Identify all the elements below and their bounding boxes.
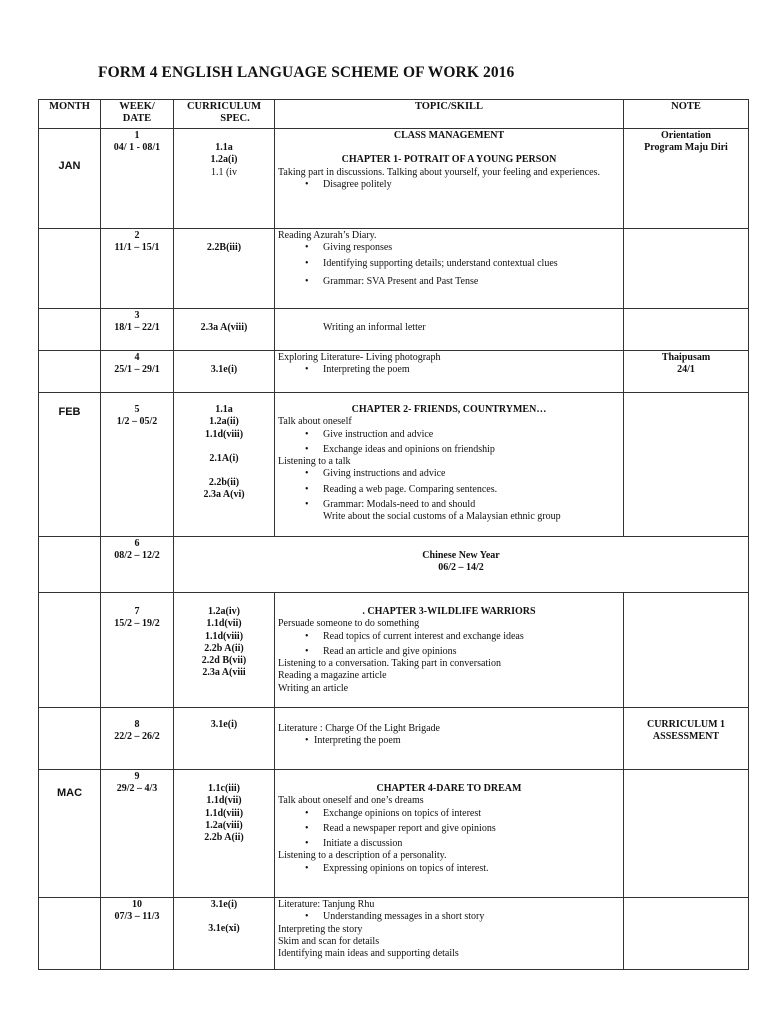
- topic-cell: Exploring Literature- Living photograph • Interpreting the poem: [275, 351, 624, 393]
- note-cell: [624, 229, 749, 309]
- bullet-item: • Read an article and give opinions: [278, 646, 620, 658]
- bullet-item: • Giving instructions and advice: [278, 468, 620, 480]
- header-topic-skill: TOPIC/SKILL: [275, 100, 624, 129]
- header-week-date: WEEK/ DATE: [101, 100, 174, 129]
- topic-cell: CHAPTER 2- FRIENDS, COUNTRYMEN… Talk about oneself • Give instruction and advice • Exchange ideas and opinions on friendship Listening to a talk • Giving instructions and advice • Reading a web page. Comparing sentences. • Grammar: Modals-need to and should Write about the social customs of a Malaysian ethnic group: [275, 393, 624, 537]
- month-feb: FEB: [39, 393, 101, 537]
- header-month: MONTH: [39, 100, 101, 129]
- topic-cell: Reading Azurah’s Diary. • Giving responses • Identifying supporting details; understand contextual clues • Grammar: SVA Present and Past Tense: [275, 229, 624, 309]
- note-cell: Orientation Program Maju Diri: [624, 129, 749, 229]
- curriculum-spec-cell: 1.2a(iv) 1.1d(vii) 1.1d(viii) 2.2b A(ii) 2.2d B(vii) 2.3a A(viii: [174, 593, 275, 708]
- header-curriculum-spec: CURRICULUM SPEC.: [174, 100, 275, 129]
- header-note: NOTE: [624, 100, 749, 129]
- month-cell-blank: [39, 708, 101, 770]
- bullet-item: • Reading a web page. Comparing sentences.: [278, 484, 620, 496]
- table-row-week-6: [39, 537, 749, 593]
- curriculum-spec-cell: 3.1e(i): [174, 708, 275, 770]
- table-row-week-4: [39, 351, 749, 393]
- bullet-item: • Understanding messages in a short story: [278, 911, 620, 923]
- week-date-cell: 7 15/2 – 19/2: [101, 593, 174, 708]
- bullet-item: • Interpreting the poem: [278, 735, 620, 747]
- note-cell: [624, 593, 749, 708]
- table-row-week-3: [39, 309, 749, 351]
- table-row-week-7: [39, 593, 749, 708]
- month-jan: JAN: [39, 129, 101, 229]
- week-date-cell: 2 11/1 – 15/1: [101, 229, 174, 309]
- curriculum-spec-cell: 1.1a 1.2a(ii) 1.1d(viii) 2.1A(i) 2.2b(ii) 2.3a A(vi): [174, 393, 275, 537]
- bullet-item: • Exchange opinions on topics of interest: [278, 808, 620, 820]
- week-date-cell: 6 08/2 – 12/2: [101, 537, 174, 593]
- curriculum-spec-cell: 2.2B(iii): [174, 229, 275, 309]
- curriculum-spec-cell: 3.1e(i): [174, 351, 275, 393]
- month-mac: MAC: [39, 770, 101, 898]
- note-cell: Thaipusam 24/1: [624, 351, 749, 393]
- bullet-item: • Read topics of current interest and exchange ideas: [278, 631, 620, 643]
- table-row-week-10: [39, 898, 749, 970]
- bullet-item: • Exchange ideas and opinions on friendship: [278, 444, 620, 456]
- curriculum-spec-cell: 2.3a A(viii): [174, 309, 275, 351]
- week-date-cell: 3 18/1 – 22/1: [101, 309, 174, 351]
- curriculum-spec-cell: 1.1c(iii) 1.1d(vii) 1.1d(viii) 1.2a(viii) 2.2b A(ii): [174, 770, 275, 898]
- bullet-item: • Disagree politely: [278, 179, 620, 191]
- bullet-item: • Initiate a discussion: [278, 838, 620, 850]
- month-cell-blank: [39, 537, 101, 593]
- week-date-cell: 1 04/ 1 - 08/1: [101, 129, 174, 229]
- month-cell-blank: [39, 593, 101, 708]
- table-row-week-9: [39, 770, 749, 898]
- curriculum-spec-cell: 1.1a 1.2a(i) 1.1 (iv: [174, 129, 275, 229]
- topic-cell: Literature : Charge Of the Light Brigade • Interpreting the poem: [275, 708, 624, 770]
- curriculum-spec-cell: 3.1e(i) 3.1e(xi): [174, 898, 275, 970]
- week-date-cell: 8 22/2 – 26/2: [101, 708, 174, 770]
- scheme-of-work-table: [38, 99, 749, 970]
- month-cell-blank: [39, 229, 101, 309]
- week-date-cell: 4 25/1 – 29/1: [101, 351, 174, 393]
- week-date-cell: 9 29/2 – 4/3: [101, 770, 174, 898]
- holiday-cell: Chinese New Year 06/2 – 14/2: [174, 537, 749, 593]
- bullet-item: • Read a newspaper report and give opinions: [278, 823, 620, 835]
- topic-cell: Literature: Tanjung Rhu • Understanding messages in a short story Interpreting the story Skim and scan for details Identifying main ideas and supporting details: [275, 898, 624, 970]
- table-row-week-1: [39, 129, 749, 229]
- bullet-item: • Grammar: Modals-need to and should: [278, 499, 620, 511]
- note-cell: [624, 309, 749, 351]
- table-row-week-8: [39, 708, 749, 770]
- table-header-row: [39, 100, 749, 129]
- topic-cell: CHAPTER 4-DARE TO DREAM Talk about oneself and one’s dreams • Exchange opinions on topics of interest • Read a newspaper report and give opinions • Initiate a discussion Listening to a description of a personality. • Expressing opinions on topics of interest.: [275, 770, 624, 898]
- bullet-item: • Give instruction and advice: [278, 429, 620, 441]
- week-date-cell: 5 1/2 – 05/2: [101, 393, 174, 537]
- topic-cell: CLASS MANAGEMENT CHAPTER 1- POTRAIT OF A YOUNG PERSON Taking part in discussions. Talking about yourself, your feeling and experiences. • Disagree politely: [275, 129, 624, 229]
- note-cell: [624, 770, 749, 898]
- week-date-cell: 10 07/3 – 11/3: [101, 898, 174, 970]
- bullet-item: • Identifying supporting details; understand contextual clues: [278, 258, 620, 270]
- bullet-item: • Expressing opinions on topics of interest.: [278, 863, 620, 875]
- bullet-item: • Grammar: SVA Present and Past Tense: [278, 276, 620, 288]
- note-cell: CURRICULUM 1 ASSESSMENT: [624, 708, 749, 770]
- note-cell: [624, 393, 749, 537]
- table-row-week-5: [39, 393, 749, 537]
- table-row-week-2: [39, 229, 749, 309]
- note-cell: [624, 898, 749, 970]
- document-title: FORM 4 ENGLISH LANGUAGE SCHEME OF WORK 2016: [98, 64, 515, 81]
- month-cell-blank: [39, 351, 101, 393]
- month-cell-blank: [39, 898, 101, 970]
- topic-cell: . CHAPTER 3-WILDLIFE WARRIORS Persuade someone to do something • Read topics of current interest and exchange ideas • Read an article and give opinions Listening to a conversation. Taking part in conversation Reading a magazine article Writing an article: [275, 593, 624, 708]
- topic-cell: Writing an informal letter: [275, 309, 624, 351]
- bullet-item: • Interpreting the poem: [278, 364, 620, 376]
- bullet-item: • Giving responses: [278, 242, 620, 254]
- month-cell-blank: [39, 309, 101, 351]
